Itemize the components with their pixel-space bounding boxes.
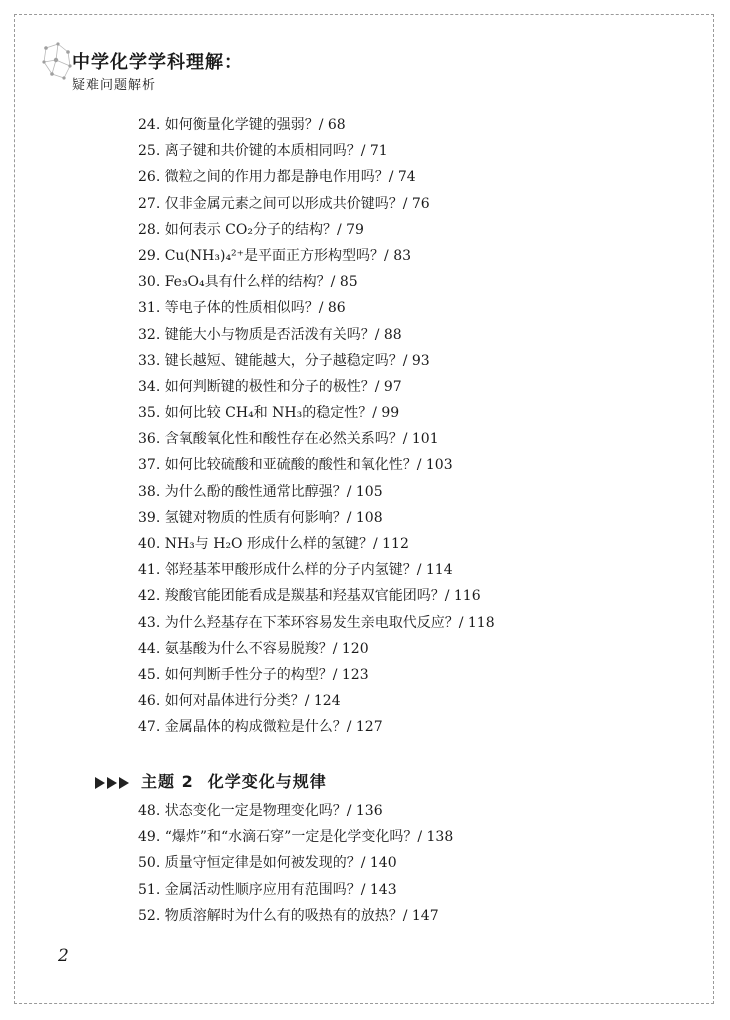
toc-entry[interactable]: 45. 如何判断手性分子的构型？/ 123 [138, 666, 369, 683]
toc-entry[interactable]: 37. 如何比较硫酸和亚硫酸的酸性和氧化性？/ 103 [138, 457, 453, 474]
toc-entry[interactable]: 41. 邻羟基苯甲酸形成什么样的分子内氢键？/ 114 [138, 562, 453, 579]
toc-entry[interactable]: 51. 金属活动性顺序应用有范围吗？/ 143 [138, 881, 397, 898]
toc-entry[interactable]: 36. 含氧酸氧化性和酸性存在必然关系吗？/ 101 [138, 431, 439, 448]
toc-entry[interactable]: 49. “爆炸”和“水滴石穿”一定是化学变化吗？/ 138 [138, 829, 454, 846]
toc-entry[interactable]: 39. 氢键对物质的性质有何影响？/ 108 [138, 509, 383, 526]
toc-entry[interactable]: 42. 羧酸官能团能看成是羰基和羟基双官能团吗？/ 116 [138, 588, 481, 605]
toc-entry[interactable]: 35. 如何比较 CH₄和 NH₃的稳定性？/ 99 [138, 405, 400, 422]
section-label: 主题 2 [141, 772, 194, 791]
section-heading [95, 768, 327, 796]
toc-entry[interactable]: 24. 如何衡量化学键的强弱？/ 68 [138, 117, 346, 133]
toc-entry[interactable]: 25. 离子键和共价键的本质相同吗？/ 71 [138, 143, 388, 160]
page-number: 2 [58, 946, 69, 966]
toc-entry[interactable]: 48. 状态变化一定是物理变化吗？/ 136 [138, 803, 383, 819]
toc-entry[interactable]: 31. 等电子体的性质相似吗？/ 86 [138, 300, 346, 317]
book-subtitle: 疑难问题解析 [72, 78, 157, 93]
toc-entry[interactable]: 50. 质量守恒定律是如何被发现的？/ 140 [138, 855, 397, 872]
toc-entry[interactable]: 47. 金属晶体的构成微粒是什么？/ 127 [138, 719, 383, 736]
toc-entry[interactable]: 27. 仅非金属元素之间可以形成共价键吗？/ 76 [138, 195, 430, 212]
toc-entry[interactable]: 44. 氨基酸为什么不容易脱羧？/ 120 [138, 640, 369, 657]
toc-entry[interactable]: 26. 微粒之间的作用力都是静电作用吗？/ 74 [138, 169, 416, 186]
running-header [40, 40, 260, 100]
toc-entry[interactable]: 33. 键长越短、键能越大，分子越稳定吗？/ 93 [138, 352, 430, 369]
toc-entry[interactable]: 32. 键能大小与物质是否活泼有关吗？/ 88 [138, 326, 402, 343]
section-title: 化学变化与规律 [207, 772, 327, 791]
table-of-contents-part2 [138, 798, 698, 929]
series-title: 中学化学学科理解： [72, 52, 243, 73]
toc-entry[interactable]: 38. 为什么酚的酸性通常比醇强？/ 105 [138, 483, 383, 500]
toc-entry[interactable]: 29. Cu(NH₃)₄²⁺是平面正方形构型吗？/ 83 [138, 247, 412, 264]
table-of-contents [138, 112, 698, 741]
molecule-logo-icon [40, 40, 74, 86]
toc-entry[interactable]: 28. 如何表示 CO₂分子的结构？/ 79 [138, 221, 364, 238]
triple-arrow-icon [95, 776, 131, 790]
toc-entry[interactable]: 46. 如何对晶体进行分类？/ 124 [138, 693, 341, 710]
toc-entry[interactable]: 52. 物质溶解时为什么有的吸热有的放热？/ 147 [138, 907, 439, 924]
toc-entry[interactable]: 30. Fe₃O₄具有什么样的结构？/ 85 [138, 274, 358, 291]
toc-entry[interactable]: 43. 为什么羟基存在下苯环容易发生亲电取代反应？/ 118 [138, 614, 495, 631]
toc-entry[interactable]: 40. NH₃与 H₂O 形成什么样的氢键？/ 112 [138, 536, 409, 552]
toc-entry[interactable]: 34. 如何判断键的极性和分子的极性？/ 97 [138, 378, 402, 395]
